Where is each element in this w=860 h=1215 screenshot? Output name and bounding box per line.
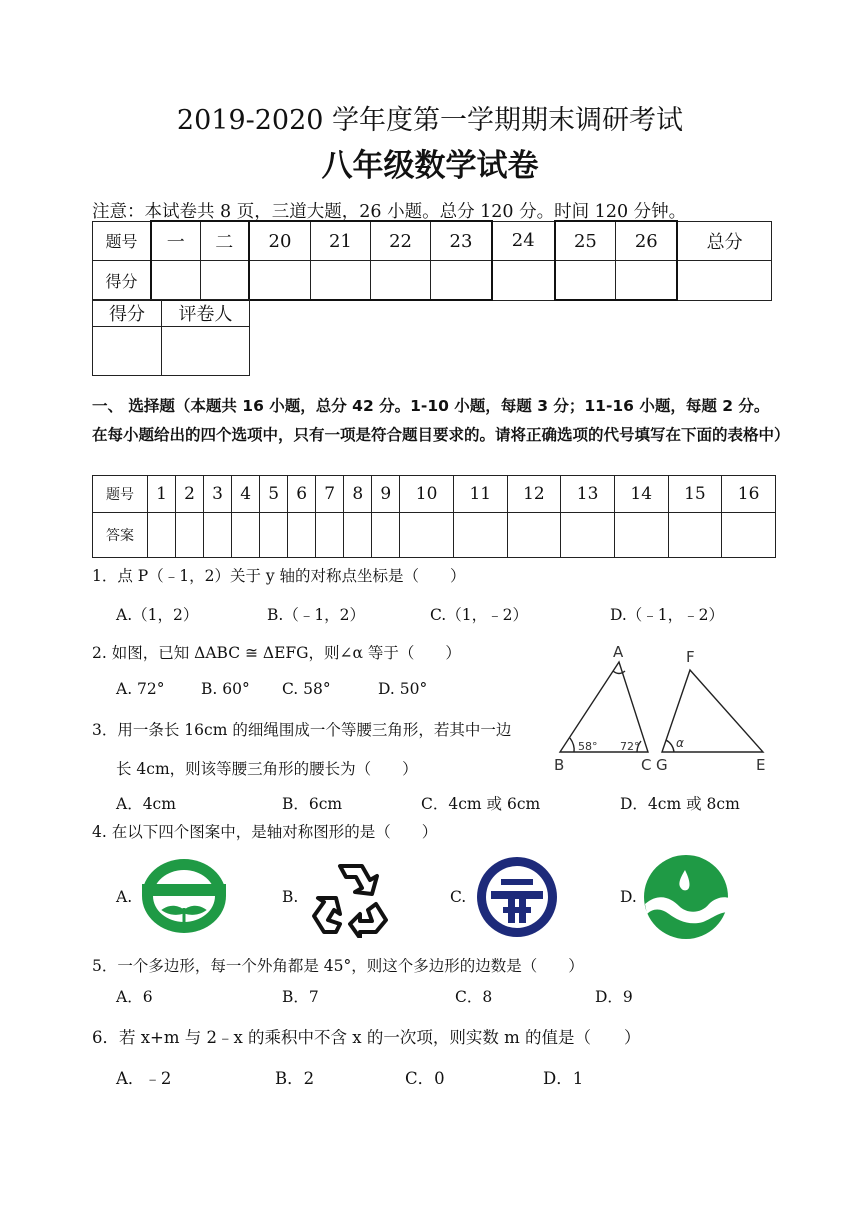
answer-col-4: 4 [232,476,260,513]
score-col-5: 22 [370,221,430,261]
q2-option-c: C. 58° [282,680,331,698]
answer-col-12: 12 [507,476,561,513]
score-col-7: 24 [492,221,555,261]
triangle-figure [548,640,778,775]
vertex-g-label: G [656,756,668,774]
answer-cell[interactable] [372,513,400,558]
q1-option-c: C.（1，﹣2） [430,606,528,624]
score-col-9: 26 [616,221,677,261]
q4-option-c: C. [450,888,467,906]
q1-option-b: B.（﹣1，2） [267,606,366,624]
score-table-header-row [93,221,772,261]
answer-table-header-row [93,476,776,513]
green-wave-logo-icon [643,854,729,940]
answer-table-value-row [93,513,776,558]
exam-title: 2019-2020 学年度第一学期期末调研考试 [176,105,684,136]
angle-b-label: 58° [578,740,598,753]
vertex-c-label: C [641,756,652,774]
grader-name-header: 评卷人 [162,300,250,327]
score-col-1: 一 [151,221,200,261]
q6-option-b: B．2 [275,1069,315,1088]
answer-col-16: 16 [722,476,776,513]
score-cell[interactable] [492,261,555,301]
q4-option-d: D. [620,888,637,906]
answer-cell[interactable] [148,513,176,558]
q2-option-d: D. 50° [378,680,428,698]
answer-col-9: 9 [372,476,400,513]
answer-col-10: 10 [400,476,454,513]
score-cell[interactable] [431,261,492,301]
q4-option-a: A. [116,888,133,906]
answer-col-6: 6 [288,476,316,513]
answer-col-15: 15 [668,476,722,513]
angle-g-arc [666,740,674,752]
answer-cell[interactable] [400,513,454,558]
answer-col-11: 11 [453,476,507,513]
q5-option-d: D．9 [595,988,633,1006]
score-cell[interactable] [555,261,616,301]
section-1-heading: 一、 选择题（本题共 16 小题，总分 42 分。1-10 小题，每题 3 分；11-16 小题，每题 2 分。在每小题给出的四个选项中，只有一项是符合题目要求的。请将正确选项的代号填写在下面的表格中） [92,397,790,444]
q1-option-d: D.（﹣1，﹣2） [610,606,725,624]
score-cell[interactable] [616,261,677,301]
answer-cell[interactable] [614,513,668,558]
answer-cell[interactable] [722,513,776,558]
score-row-label: 题号 [93,221,152,261]
score-col-3: 20 [249,221,310,261]
q5-option-b: B．7 [282,988,319,1006]
q3-option-b: B．6cm [282,795,343,813]
answer-row-label: 题号 [93,476,148,513]
answer-cell[interactable] [561,513,615,558]
q3-option-a: A．4cm [116,795,176,813]
exam-subtitle: 八年级数学试卷 [321,148,539,184]
answer-col-7: 7 [316,476,344,513]
vertex-b-label: B [554,756,565,774]
vertex-e-label: E [756,756,766,774]
answer-col-13: 13 [561,476,615,513]
q6-option-a: A．﹣2 [116,1069,172,1088]
answer-cell[interactable] [260,513,288,558]
score-col-10: 总分 [677,221,771,261]
exam-notice: 注意：本试卷共 8 页，三道大题，26 小题。总分 120 分。时间 120 分钟。 [92,202,687,222]
question-1-stem: 1．点 P（﹣1，2）关于 y 轴的对称点坐标是（ ） [92,567,466,585]
score-cell[interactable] [310,261,370,301]
score-cell[interactable] [200,261,249,301]
score-col-2: 二 [200,221,249,261]
vertex-f-label: F [686,648,695,666]
score-table [92,220,772,301]
q5-option-a: A．6 [116,988,153,1006]
score-table-value-row [93,261,772,301]
grader-score-header: 得分 [93,300,162,327]
answer-cell[interactable] [176,513,204,558]
answer-col-8: 8 [344,476,372,513]
question-3-stem-line2: 长 4cm，则该等腰三角形的腰长为（ ） [116,760,418,778]
answer-cell[interactable] [668,513,722,558]
q3-option-d: D．4cm 或 8cm [620,795,740,813]
score-row-label: 得分 [93,261,152,301]
grader-name-cell[interactable] [162,327,250,376]
answer-cell[interactable] [288,513,316,558]
q5-option-c: C．8 [455,988,493,1006]
question-5-stem: 5．一个多边形，每一个外角都是 45°，则这个多边形的边数是（ ） [92,957,584,975]
triangle-abc [560,662,648,752]
question-2-stem: 2. 如图，已知 ΔABC ≅ ΔEFG，则∠α 等于（ ） [92,644,461,662]
vertex-a-label: A [613,643,624,661]
green-food-logo-icon [140,856,228,936]
q2-option-b: B. 60° [201,680,250,698]
answer-col-3: 3 [204,476,232,513]
answer-col-1: 1 [148,476,176,513]
answer-cell[interactable] [316,513,344,558]
score-cell[interactable] [249,261,310,301]
q1-option-a: A.（1，2） [116,606,199,624]
angle-c-label: 72° [620,740,640,753]
answer-cell[interactable] [507,513,561,558]
score-cell[interactable] [677,261,771,301]
grader-score-cell[interactable] [93,327,162,376]
q4-option-b: B. [282,888,299,906]
question-3-stem-line1: 3．用一条长 16cm 的细绳围成一个等腰三角形，若其中一边 [92,721,512,739]
question-4-stem: 4. 在以下四个图案中，是轴对称图形的是（ ） [92,823,438,841]
q3-option-c: C．4cm 或 6cm [421,795,541,813]
q6-option-d: D．1 [543,1069,584,1088]
answer-table [92,475,776,558]
angle-b-arc [570,738,574,752]
q2-option-a: A. 72° [116,680,165,698]
score-cell[interactable] [370,261,430,301]
score-col-4: 21 [310,221,370,261]
answer-col-14: 14 [614,476,668,513]
grader-table [92,299,250,376]
answer-col-5: 5 [260,476,288,513]
question-6-stem: 6．若 x+m 与 2﹣x 的乘积中不含 x 的一次项，则实数 m 的值是（ ） [92,1028,641,1047]
answer-cell[interactable] [344,513,372,558]
recycle-logo-icon [310,858,392,938]
answer-cell[interactable] [453,513,507,558]
answer-col-2: 2 [176,476,204,513]
q6-option-c: C．0 [405,1069,445,1088]
score-col-6: 23 [431,221,492,261]
answer-cell[interactable] [232,513,260,558]
angle-g-label: α [676,736,684,750]
score-cell[interactable] [151,261,200,301]
score-col-8: 25 [555,221,616,261]
circle-emblem-logo-icon [475,855,559,939]
answer-cell[interactable] [204,513,232,558]
answer-row-label: 答案 [93,513,148,558]
